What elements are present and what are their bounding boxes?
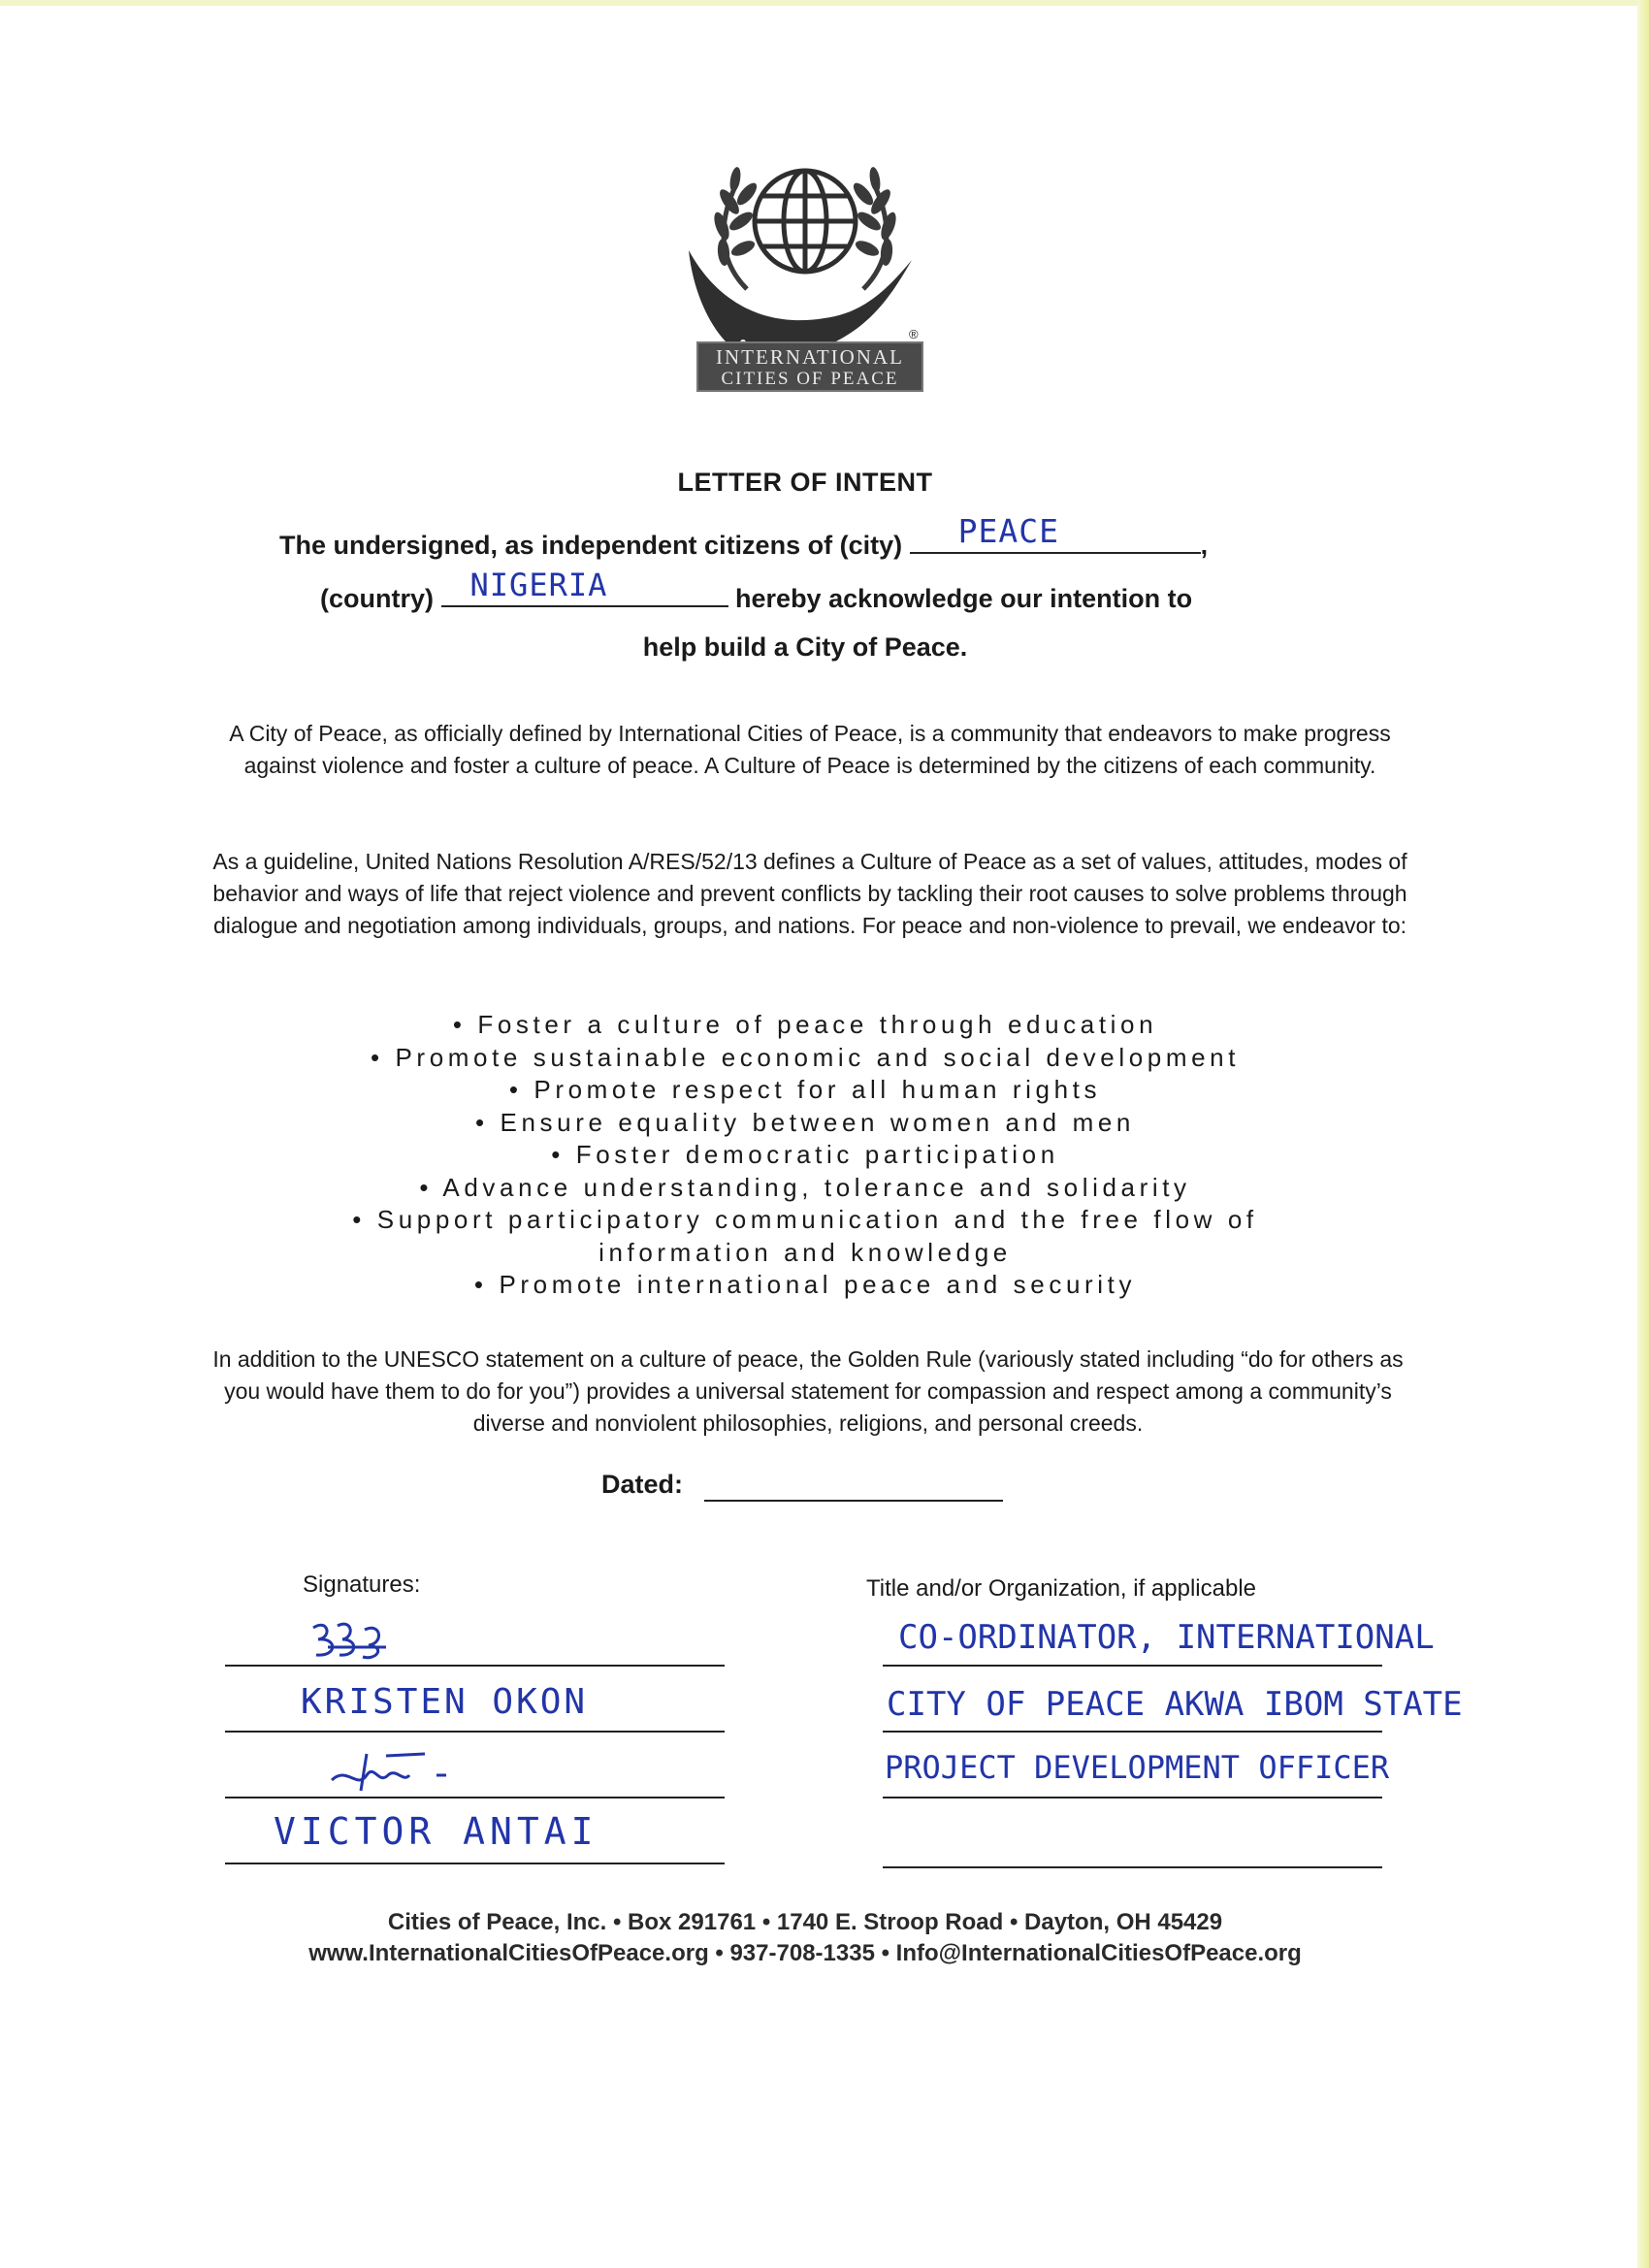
handwritten-name-2: VICTOR ANTAI bbox=[274, 1810, 598, 1853]
list-item: information and knowledge bbox=[598, 1237, 1012, 1267]
scan-edge-top bbox=[0, 0, 1649, 6]
country-handwritten-value: NIGERIA bbox=[469, 567, 608, 603]
country-field bbox=[441, 567, 728, 607]
registered-mark: ® bbox=[909, 327, 919, 341]
footer-contact: www.InternationalCitiesOfPeace.org • 937-708-1335 • Info@InternationalCitiesOfPeace.org bbox=[308, 1940, 1302, 1966]
dated-field-line bbox=[704, 1500, 1003, 1502]
title-line-3 bbox=[883, 1797, 1382, 1798]
intro-comma: , bbox=[1200, 531, 1209, 560]
title-line-2 bbox=[883, 1731, 1382, 1733]
list-item: • Ensure equality between women and men bbox=[475, 1107, 1135, 1137]
intro-city-label: The undersigned, as independent citizens of (city) bbox=[279, 531, 903, 560]
intro-line-1 bbox=[279, 512, 1209, 561]
document-title: LETTER OF INTENT bbox=[677, 468, 933, 497]
handwritten-signature-1 bbox=[308, 1618, 396, 1663]
signature-line-1 bbox=[225, 1665, 725, 1667]
goals-list bbox=[175, 1009, 1436, 1302]
logo-line-1: INTERNATIONAL bbox=[716, 345, 904, 369]
list-item: • Support participatory communication and the free flow of bbox=[352, 1205, 1258, 1234]
paragraph-city-of-peace-definition: A City of Peace, as officially defined by International Cities of Peace, is a community that endeavors to make progress against violence and foster a culture of peace. A Culture of Peace is determined by the citizens of each community. bbox=[229, 721, 1391, 778]
handwritten-signature-2 bbox=[328, 1746, 464, 1795]
title-line-4 bbox=[883, 1866, 1382, 1868]
handwritten-title-1: CO-ORDINATOR, INTERNATIONAL bbox=[898, 1618, 1435, 1657]
list-item: • Foster a culture of peace through education bbox=[452, 1010, 1158, 1039]
signature-line-4 bbox=[225, 1863, 725, 1864]
city-field bbox=[910, 512, 1201, 554]
dated-label: Dated: bbox=[601, 1470, 684, 1499]
list-item: • Promote international peace and security bbox=[473, 1270, 1137, 1299]
city-handwritten-value: PEACE bbox=[957, 512, 1059, 550]
scan-edge-right bbox=[1637, 0, 1649, 2268]
footer-address: Cities of Peace, Inc. • Box 291761 • 1740 E. Stroop Road • Dayton, OH 45429 bbox=[387, 1909, 1223, 1935]
paragraph-un-resolution: As a guideline, United Nations Resolution A/RES/52/13 defines a Culture of Peace as a set of values, attitudes, modes of behavior and ways of life that reject violence and prevent conflicts by tackling their root causes to solve problems through dialogue and negotiation among individuals, groups, and nations. For peace and non-violence to prevail, we endeavor to: bbox=[212, 849, 1407, 938]
title-organization-label: Title and/or Organization, if applicable bbox=[866, 1575, 1256, 1602]
logo-wordmark bbox=[696, 341, 923, 392]
intro-country-label: (country) bbox=[320, 584, 434, 613]
signature-line-3 bbox=[225, 1797, 725, 1798]
paragraph-golden-rule: In addition to the UNESCO statement on a culture of peace, the Golden Rule (variously stated including “do for others as you would have them to do for you”) provides a universal statement for compassion and respect among a community’s diverse and nonviolent philosophies, religions, and personal creeds. bbox=[212, 1346, 1404, 1436]
list-item: • Foster democratic participation bbox=[551, 1140, 1059, 1169]
handwritten-name-1: KRISTEN OKON bbox=[301, 1682, 589, 1722]
title-line-1 bbox=[883, 1665, 1382, 1667]
logo-line-2: CITIES OF PEACE bbox=[721, 369, 899, 389]
handwritten-title-2: CITY OF PEACE AKWA IBOM STATE bbox=[887, 1685, 1463, 1724]
handwritten-title-3: PROJECT DEVELOPMENT OFFICER bbox=[885, 1749, 1390, 1786]
intro-acknowledge-text: hereby acknowledge our intention to bbox=[735, 584, 1193, 613]
signature-line-2 bbox=[225, 1731, 725, 1733]
list-item: • Promote respect for all human rights bbox=[508, 1075, 1102, 1104]
intro-line-2 bbox=[320, 567, 1193, 614]
signatures-label: Signatures: bbox=[303, 1571, 421, 1598]
list-item: • Promote sustainable economic and social development bbox=[370, 1042, 1241, 1072]
list-item: • Advance understanding, tolerance and solidarity bbox=[419, 1172, 1191, 1202]
intro-line-3: help build a City of Peace. bbox=[642, 632, 968, 662]
